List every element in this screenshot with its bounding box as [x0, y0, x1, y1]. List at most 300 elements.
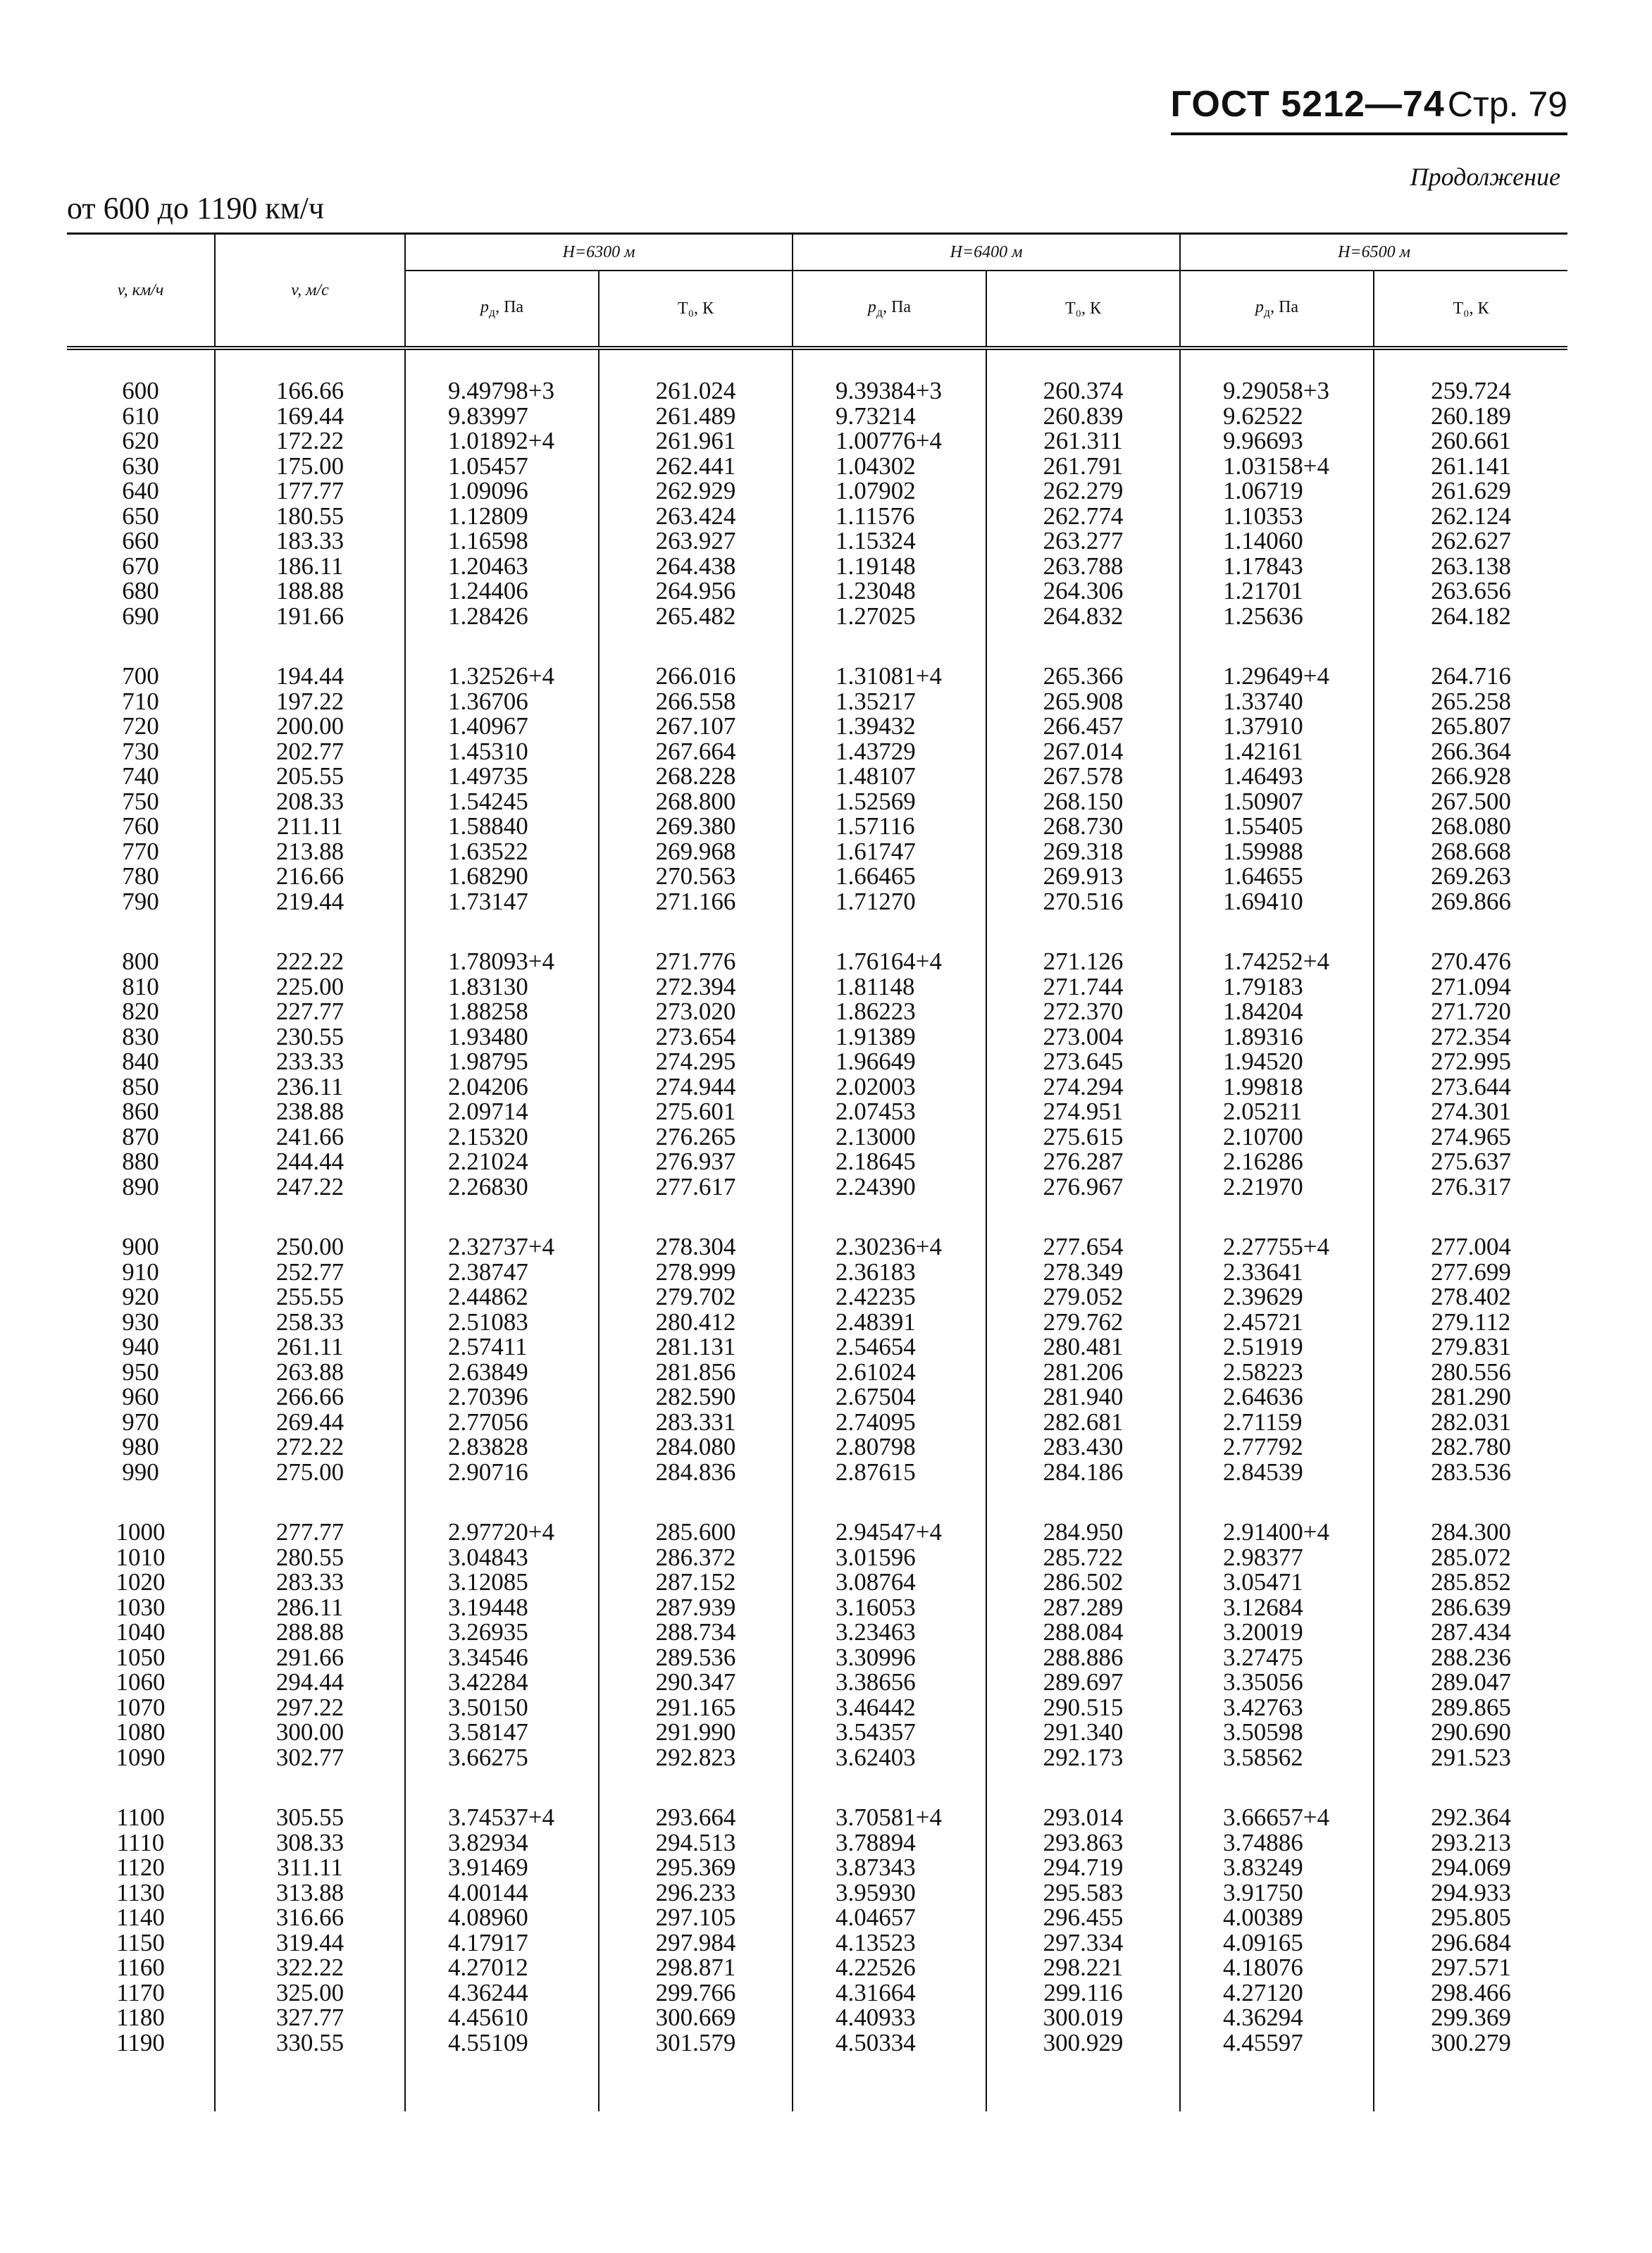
- table-cell: 297.22: [215, 1695, 405, 1720]
- table-cell: 274.944: [599, 1074, 793, 1100]
- table-cell: 263.788: [986, 554, 1180, 579]
- table-row: [67, 554, 1567, 579]
- table-cell: 890: [122, 1172, 159, 1200]
- table-cell: 291.523: [1374, 1745, 1567, 1770]
- table-cell: 1030: [116, 1593, 166, 1621]
- table-cell: 690: [122, 602, 159, 630]
- table-cell: 298.221: [986, 1955, 1180, 1980]
- table-cell: 4.27120: [1180, 1980, 1374, 2006]
- table-cell: 9.96693: [1180, 428, 1374, 454]
- table-cell: 1.31081+4: [793, 664, 986, 689]
- table-cell: 319.44: [215, 1930, 405, 1956]
- table-cell: 211.11: [215, 814, 405, 839]
- table-cell: 230.55: [215, 1024, 405, 1050]
- table-row: [67, 999, 1567, 1024]
- table-cell: 263.656: [1374, 578, 1567, 604]
- table-cell: 269.913: [986, 864, 1180, 889]
- table-cell: 267.014: [986, 739, 1180, 764]
- col-header-t0-6300: T₀, К: [599, 271, 793, 348]
- table-cell: 810: [122, 972, 159, 1000]
- table-cell: 2.63849: [405, 1360, 599, 1385]
- table-cell: 244.44: [215, 1149, 405, 1174]
- table-row: [67, 528, 1567, 554]
- table-cell: 1.43729: [793, 739, 986, 764]
- table-row: [67, 1720, 1567, 1745]
- table-row: [67, 664, 1567, 689]
- col-header-v-kmh: v, км/ч: [67, 234, 215, 349]
- table-cell: 2.64636: [1180, 1384, 1374, 1410]
- table-cell: 710: [122, 687, 159, 715]
- table-cell: 330.55: [215, 2030, 405, 2056]
- table-cell: 2.27755+4: [1180, 1234, 1374, 1260]
- page-number: Стр. 79: [1447, 85, 1567, 124]
- block-spacer: [67, 348, 1567, 378]
- table-cell: 255.55: [215, 1284, 405, 1310]
- table-cell: 186.11: [215, 554, 405, 579]
- table-cell: 225.00: [215, 974, 405, 1000]
- table-cell: 267.500: [1374, 789, 1567, 814]
- table-cell: 260.189: [1374, 404, 1567, 429]
- pd-symbol: p: [1255, 297, 1264, 316]
- table-cell: 1140: [116, 1904, 165, 1931]
- table-row: [67, 578, 1567, 604]
- table-cell: 1.15324: [793, 528, 986, 554]
- table-cell: 282.681: [986, 1410, 1180, 1435]
- table-cell: 680: [122, 577, 159, 604]
- table-cell: 289.865: [1374, 1695, 1567, 1720]
- table-cell: 1.00776+4: [793, 428, 986, 454]
- table-cell: 261.961: [599, 428, 793, 454]
- table-cell: 2.77792: [1180, 1434, 1374, 1460]
- table-cell: 262.929: [599, 478, 793, 504]
- table-body: [67, 348, 1567, 2111]
- table-cell: 2.90716: [405, 1460, 599, 1485]
- table-cell: 291.340: [986, 1720, 1180, 1745]
- table-cell: 286.502: [986, 1570, 1180, 1595]
- block-spacer: [67, 1484, 1567, 1520]
- table-row: [67, 1334, 1567, 1360]
- table-cell: 300.669: [599, 2005, 793, 2030]
- table-cell: 4.55109: [405, 2030, 599, 2056]
- table-cell: 288.734: [599, 1620, 793, 1645]
- table-cell: 271.126: [986, 949, 1180, 974]
- table-cell: 1180: [116, 2004, 165, 2031]
- table-cell: 293.664: [599, 1805, 793, 1830]
- table-cell: 1.46493: [1180, 764, 1374, 789]
- table-cell: 4.50334: [793, 2030, 986, 2056]
- table-cell: 293.863: [986, 1830, 1180, 1856]
- table-cell: 3.91469: [405, 1855, 599, 1880]
- table-row: [67, 864, 1567, 889]
- table-row: [67, 1520, 1567, 1545]
- table-cell: 327.77: [215, 2005, 405, 2030]
- continuation-label: Продолжение: [1410, 163, 1560, 191]
- table-cell: 1.57116: [793, 814, 986, 839]
- table-cell: 283.536: [1374, 1460, 1567, 1485]
- table-row: [67, 378, 1567, 404]
- table-cell: 205.55: [215, 764, 405, 789]
- table-cell: 1.11576: [793, 504, 986, 529]
- table-cell: 1.19148: [793, 554, 986, 579]
- table-cell: 285.072: [1374, 1545, 1567, 1570]
- table-cell: 271.720: [1374, 999, 1567, 1024]
- table-cell: 278.349: [986, 1260, 1180, 1285]
- table-row: [67, 428, 1567, 454]
- table-cell: 266.928: [1374, 764, 1567, 789]
- table-cell: 1.33740: [1180, 689, 1374, 714]
- table-cell: 1.35217: [793, 689, 986, 714]
- table-cell: 4.18076: [1180, 1955, 1374, 1980]
- table-cell: 285.852: [1374, 1570, 1567, 1595]
- table-cell: 3.19448: [405, 1595, 599, 1620]
- table-cell: 700: [122, 662, 159, 690]
- table-cell: 610: [122, 402, 159, 430]
- table-cell: 276.967: [986, 1174, 1180, 1200]
- table-cell: 3.38656: [793, 1670, 986, 1695]
- table-cell: 313.88: [215, 1880, 405, 1906]
- table-cell: 216.66: [215, 864, 405, 889]
- table-cell: 270.516: [986, 889, 1180, 914]
- table-cell: 4.45610: [405, 2005, 599, 2030]
- table-cell: 274.294: [986, 1074, 1180, 1100]
- table-cell: 208.33: [215, 789, 405, 814]
- group-header-6400: H=6400 м: [793, 234, 1180, 271]
- table-cell: 620: [122, 427, 159, 454]
- table-cell: 1040: [116, 1618, 166, 1646]
- table-cell: 272.995: [1374, 1049, 1567, 1074]
- group-header-6300: H=6300 м: [405, 234, 793, 271]
- table-cell: 273.645: [986, 1049, 1180, 1074]
- table-cell: 282.031: [1374, 1410, 1567, 1435]
- table-cell: 236.11: [215, 1074, 405, 1100]
- table-row: [67, 1434, 1567, 1460]
- table-cell: 4.00144: [405, 1880, 599, 1906]
- table-cell: 1.17843: [1180, 554, 1374, 579]
- table-cell: 273.654: [599, 1024, 793, 1050]
- table-cell: 1050: [116, 1643, 166, 1671]
- table-cell: 1.79183: [1180, 974, 1374, 1000]
- table-cell: 325.00: [215, 1980, 405, 2006]
- table-cell: 300.929: [986, 2030, 1180, 2056]
- table-cell: 4.04657: [793, 1905, 986, 1930]
- table-cell: 278.402: [1374, 1284, 1567, 1310]
- table-cell: 263.927: [599, 528, 793, 554]
- table-cell: 177.77: [215, 478, 405, 504]
- table-cell: 1.49735: [405, 764, 599, 789]
- table-cell: 172.22: [215, 428, 405, 454]
- table-cell: 277.654: [986, 1234, 1180, 1260]
- table-cell: 4.08960: [405, 1905, 599, 1930]
- table-cell: 600: [122, 377, 159, 404]
- table-row: [67, 1805, 1567, 1830]
- table-cell: 1.12809: [405, 504, 599, 529]
- table-cell: 1.48107: [793, 764, 986, 789]
- table-cell: 283.33: [215, 1570, 405, 1595]
- header-rule: [1171, 132, 1567, 135]
- table-cell: 274.301: [1374, 1099, 1567, 1124]
- table-cell: 274.951: [986, 1099, 1180, 1124]
- table-cell: 280.55: [215, 1545, 405, 1570]
- table-cell: 2.18645: [793, 1149, 986, 1174]
- table-cell: 278.999: [599, 1260, 793, 1285]
- table-cell: 1.03158+4: [1180, 454, 1374, 479]
- table-cell: 276.265: [599, 1124, 793, 1150]
- table-cell: 279.702: [599, 1284, 793, 1310]
- table-cell: 2.61024: [793, 1360, 986, 1385]
- table-cell: 1.84204: [1180, 999, 1374, 1024]
- table-cell: 630: [122, 452, 159, 480]
- table-row: [67, 478, 1567, 504]
- table-cell: 265.258: [1374, 689, 1567, 714]
- table-cell: 277.699: [1374, 1260, 1567, 1285]
- table-cell: 1.99818: [1180, 1074, 1374, 1100]
- table-cell: 292.823: [599, 1745, 793, 1770]
- table-row: [67, 1855, 1567, 1880]
- table-cell: 2.13000: [793, 1124, 986, 1150]
- table-cell: 1110: [116, 1828, 165, 1856]
- table-cell: 3.20019: [1180, 1620, 1374, 1645]
- table-cell: 980: [122, 1433, 159, 1460]
- table-cell: 1.68290: [405, 864, 599, 889]
- table-cell: 280.412: [599, 1310, 793, 1335]
- table-cell: 265.807: [1374, 714, 1567, 739]
- table-cell: 258.33: [215, 1310, 405, 1335]
- table-cell: 920: [122, 1283, 159, 1310]
- table-header: [67, 234, 1567, 349]
- table-cell: 1.20463: [405, 554, 599, 579]
- pd-subscript: д: [1263, 304, 1271, 319]
- table-cell: 670: [122, 552, 159, 580]
- table-cell: 291.66: [215, 1645, 405, 1670]
- table-cell: 880: [122, 1148, 159, 1175]
- block-spacer: [67, 1199, 1567, 1234]
- table-cell: 640: [122, 477, 159, 504]
- table-cell: 275.637: [1374, 1149, 1567, 1174]
- table-cell: 262.774: [986, 504, 1180, 529]
- table-cell: 3.91750: [1180, 1880, 1374, 1906]
- table-cell: 261.141: [1374, 454, 1567, 479]
- table-cell: 269.263: [1374, 864, 1567, 889]
- pd-symbol: p: [480, 297, 489, 316]
- table-cell: 1.21701: [1180, 578, 1374, 604]
- table-cell: 275.00: [215, 1460, 405, 1485]
- table-row: [67, 764, 1567, 789]
- table-cell: 298.466: [1374, 1980, 1567, 2006]
- table-cell: 1.32526+4: [405, 664, 599, 689]
- table-cell: 175.00: [215, 454, 405, 479]
- table-cell: 272.370: [986, 999, 1180, 1024]
- table-cell: 294.44: [215, 1670, 405, 1695]
- table-cell: 180.55: [215, 504, 405, 529]
- table-cell: 1.25636: [1180, 604, 1374, 629]
- table-cell: 302.77: [215, 1745, 405, 1770]
- table-row: [67, 1124, 1567, 1150]
- table-row: [67, 714, 1567, 739]
- table-row: [67, 1024, 1567, 1050]
- table-cell: 3.42284: [405, 1670, 599, 1695]
- table-cell: 281.940: [986, 1384, 1180, 1410]
- table-row: [67, 404, 1567, 429]
- table-cell: 263.88: [215, 1360, 405, 1385]
- table-cell: 265.482: [599, 604, 793, 629]
- table-cell: 1.05457: [405, 454, 599, 479]
- table-row: [67, 1930, 1567, 1956]
- table-cell: 279.762: [986, 1310, 1180, 1335]
- table-cell: 4.40933: [793, 2005, 986, 2030]
- table-cell: 266.66: [215, 1384, 405, 1410]
- table-cell: 261.791: [986, 454, 1180, 479]
- table-row: [67, 1545, 1567, 1570]
- table-cell: 2.26830: [405, 1174, 599, 1200]
- table-cell: 286.11: [215, 1595, 405, 1620]
- table-cell: 2.51919: [1180, 1334, 1374, 1360]
- table-cell: 650: [122, 502, 159, 530]
- table-cell: 3.58562: [1180, 1745, 1374, 1770]
- table-cell: 1.42161: [1180, 739, 1374, 764]
- table-cell: 2.77056: [405, 1410, 599, 1435]
- table-cell: 284.300: [1374, 1520, 1567, 1545]
- table-row: [67, 1570, 1567, 1595]
- table-cell: 282.590: [599, 1384, 793, 1410]
- table-cell: 297.571: [1374, 1955, 1567, 1980]
- table-cell: 263.424: [599, 504, 793, 529]
- table-row: [67, 1830, 1567, 1856]
- table-cell: 2.74095: [793, 1410, 986, 1435]
- table-cell: 1.24406: [405, 578, 599, 604]
- table-cell: 1.50907: [1180, 789, 1374, 814]
- table-cell: 284.186: [986, 1460, 1180, 1485]
- table-cell: 322.22: [215, 1955, 405, 1980]
- table-cell: 262.279: [986, 478, 1180, 504]
- table-cell: 241.66: [215, 1124, 405, 1150]
- table-cell: 3.12085: [405, 1570, 599, 1595]
- table-cell: 262.124: [1374, 504, 1567, 529]
- table-cell: 770: [122, 837, 159, 865]
- table-cell: 279.052: [986, 1284, 1180, 1310]
- table-cell: 2.21970: [1180, 1174, 1374, 1200]
- table-cell: 2.87615: [793, 1460, 986, 1485]
- table-cell: 800: [122, 948, 159, 975]
- col-header-v-ms: v, м/с: [215, 234, 405, 349]
- table-cell: 183.33: [215, 528, 405, 554]
- table-cell: 2.42235: [793, 1284, 986, 1310]
- table-cell: 2.45721: [1180, 1310, 1374, 1335]
- table-cell: 3.62403: [793, 1745, 986, 1770]
- table-row: [67, 974, 1567, 1000]
- table-cell: 9.29058+3: [1180, 378, 1374, 404]
- pd-unit: , Па: [1270, 297, 1299, 316]
- table-cell: 169.44: [215, 404, 405, 429]
- col-header-t0-6500: T₀, К: [1374, 271, 1567, 348]
- table-cell: 261.629: [1374, 478, 1567, 504]
- table-cell: 870: [122, 1122, 159, 1150]
- table-cell: 300.019: [986, 2005, 1180, 2030]
- table-cell: 267.664: [599, 739, 793, 764]
- table-cell: 990: [122, 1458, 159, 1486]
- table-row: [67, 1360, 1567, 1385]
- table-cell: 268.730: [986, 814, 1180, 839]
- table-cell: 1070: [116, 1693, 166, 1721]
- table-row: [67, 1234, 1567, 1260]
- table-cell: 1.06719: [1180, 478, 1374, 504]
- table-cell: 264.306: [986, 578, 1180, 604]
- table-cell: 194.44: [215, 664, 405, 689]
- table-cell: 1150: [116, 1928, 165, 1956]
- table-cell: 252.77: [215, 1260, 405, 1285]
- table-cell: 266.016: [599, 664, 793, 689]
- table-cell: 2.15320: [405, 1124, 599, 1150]
- table-cell: 305.55: [215, 1805, 405, 1830]
- table-cell: 1.86223: [793, 999, 986, 1024]
- table-cell: 2.09714: [405, 1099, 599, 1124]
- table-cell: 294.513: [599, 1830, 793, 1856]
- table-cell: 740: [122, 762, 159, 790]
- table-cell: 276.937: [599, 1149, 793, 1174]
- table-cell: 2.83828: [405, 1434, 599, 1460]
- table-cell: 2.39629: [1180, 1284, 1374, 1310]
- table-cell: 1.14060: [1180, 528, 1374, 554]
- pd-subscript: д: [876, 304, 883, 319]
- table-row: [67, 739, 1567, 764]
- table-row: [67, 839, 1567, 864]
- table-cell: 3.50150: [405, 1695, 599, 1720]
- table-cell: 760: [122, 812, 159, 840]
- table-cell: 1.96649: [793, 1049, 986, 1074]
- table-cell: 2.04206: [405, 1074, 599, 1100]
- table-cell: 259.724: [1374, 378, 1567, 404]
- table-row: [67, 2005, 1567, 2030]
- table-cell: 3.01596: [793, 1545, 986, 1570]
- table-cell: 860: [122, 1098, 159, 1125]
- table-cell: 292.364: [1374, 1805, 1567, 1830]
- data-table: [67, 232, 1567, 2111]
- table-cell: 910: [122, 1258, 159, 1286]
- table-cell: 1.37910: [1180, 714, 1374, 739]
- table-cell: 1.16598: [405, 528, 599, 554]
- table-cell: 1.73147: [405, 889, 599, 914]
- table-row: [67, 949, 1567, 974]
- table-cell: 279.831: [1374, 1334, 1567, 1360]
- table-cell: 299.369: [1374, 2005, 1567, 2030]
- table-cell: 720: [122, 712, 159, 740]
- table-cell: 295.369: [599, 1855, 793, 1880]
- table-row: [67, 1284, 1567, 1310]
- pd-symbol: p: [867, 297, 876, 316]
- table-cell: 2.21024: [405, 1149, 599, 1174]
- table-cell: 1160: [116, 1954, 165, 1981]
- col-header-pd-6400: [793, 271, 986, 348]
- table-cell: 790: [122, 887, 159, 915]
- table-cell: 188.88: [215, 578, 405, 604]
- table-cell: 287.939: [599, 1595, 793, 1620]
- table-row: [67, 1049, 1567, 1074]
- table-cell: 3.16053: [793, 1595, 986, 1620]
- table-cell: 1.52569: [793, 789, 986, 814]
- table-cell: 4.36244: [405, 1980, 599, 2006]
- table-cell: 269.318: [986, 839, 1180, 864]
- table-cell: 2.44862: [405, 1284, 599, 1310]
- table-cell: 273.644: [1374, 1074, 1567, 1100]
- table-cell: 4.45597: [1180, 2030, 1374, 2056]
- table-cell: 4.13523: [793, 1930, 986, 1956]
- table-cell: 270.476: [1374, 949, 1567, 974]
- table-cell: 3.66275: [405, 1745, 599, 1770]
- table-cell: 268.668: [1374, 839, 1567, 864]
- table-cell: 197.22: [215, 689, 405, 714]
- table-cell: 264.182: [1374, 604, 1567, 629]
- table-cell: 299.116: [986, 1980, 1180, 2006]
- table-cell: 2.98377: [1180, 1545, 1374, 1570]
